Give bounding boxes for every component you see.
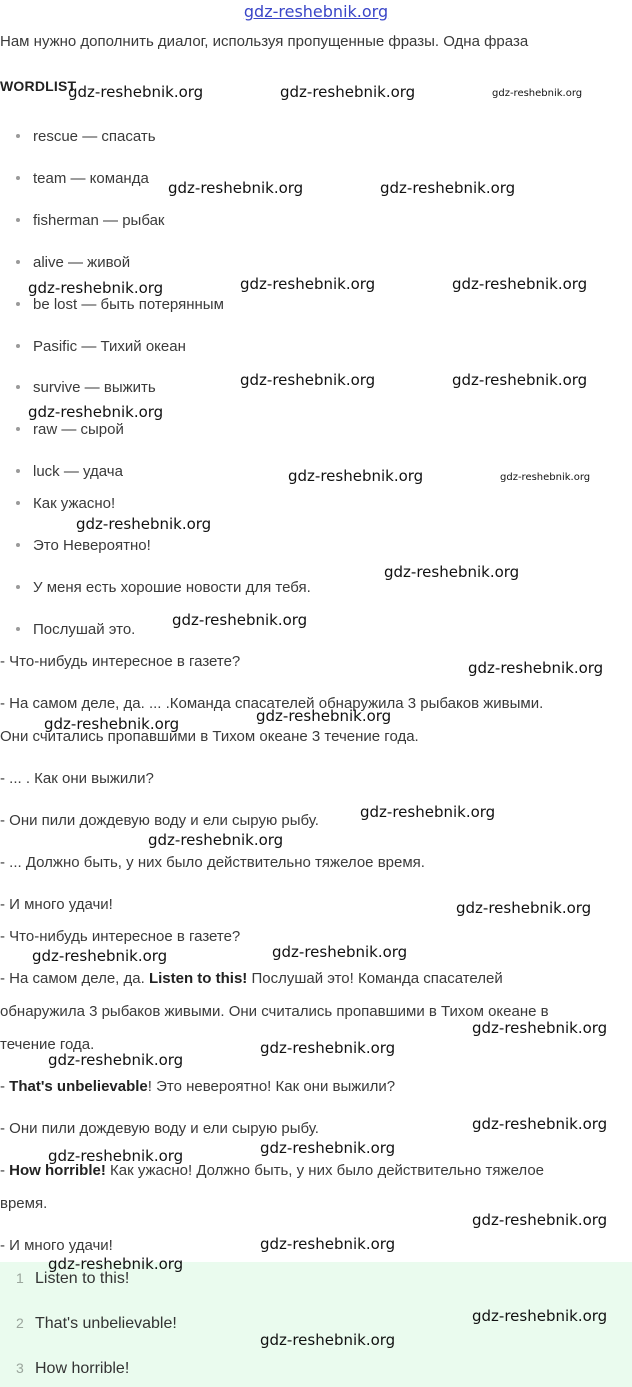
watermark: gdz-reshebnik.org <box>456 899 592 917</box>
dialog-gap-line: - ... . Как они выжили? <box>0 770 154 787</box>
dialog-gap-line: - Они пили дождевую воду и ели сырую рыбу. <box>0 812 319 829</box>
answer-item: 3 How horrible! <box>16 1360 130 1377</box>
wordlist-item: fisherman — рыбак <box>16 212 164 229</box>
watermark: gdz-reshebnik.org <box>48 1255 184 1273</box>
wordlist-item: Pasific — Тихий океан <box>16 338 186 355</box>
dialog-full-line: - На самом деле, да. Listen to this! Послушай это! Команда спасателей <box>0 970 503 987</box>
wordlist-item: rescue — спасать <box>16 128 156 145</box>
watermark: gdz-reshebnik.org <box>260 1139 396 1157</box>
dialog-gap-line: Они считались пропавшими в Тихом океане 3 течение года. <box>0 728 419 745</box>
wordlist-item: raw — сырой <box>16 421 124 438</box>
watermark: gdz-reshebnik.org <box>472 1019 608 1037</box>
wordlist-item: У меня есть хорошие новости для тебя. <box>16 579 311 596</box>
watermark: gdz-reshebnik.org <box>452 275 588 293</box>
watermark: gdz-reshebnik.org <box>280 83 416 101</box>
answer-phrase: Listen to this! <box>148 970 248 987</box>
dialog-gap-line: - На самом деле, да. ... .Команда спасателей обнаружила 3 рыбаков живыми. <box>0 695 544 712</box>
watermark: gdz-reshebnik.org <box>76 515 212 533</box>
dialog-full-line: - That's unbelievable! Это невероятно! Как они выжили? <box>0 1078 396 1095</box>
bullet-icon <box>16 501 20 505</box>
bullet-icon <box>16 627 20 631</box>
dialog-full-line: время. <box>0 1195 48 1212</box>
dialog-gap-line: - И много удачи! <box>0 896 113 913</box>
bullet-icon <box>16 543 20 547</box>
answer-item: 1 Listen to this! <box>16 1270 130 1287</box>
bullet-icon <box>16 427 20 431</box>
watermark: gdz-reshebnik.org <box>452 371 588 389</box>
bullet-icon <box>16 469 20 473</box>
dialog-gap-line: - Что-нибудь интересное в газете? <box>0 653 241 670</box>
wordlist-item: Как ужасно! <box>16 495 115 512</box>
watermark: gdz-reshebnik.org <box>492 88 583 99</box>
watermark: gdz-reshebnik.org <box>472 1115 608 1133</box>
watermark: gdz-reshebnik.org <box>168 179 304 197</box>
watermark: gdz-reshebnik.org <box>256 707 392 725</box>
watermark: gdz-reshebnik.org <box>260 1039 396 1057</box>
dialog-gap-line: - ... Должно быть, у них было действительно тяжелое время. <box>0 854 425 871</box>
wordlist-item: survive — выжить <box>16 379 156 396</box>
wordlist-item: alive — живой <box>16 254 130 271</box>
task-intro: Нам нужно дополнить диалог, используя пропущенные фразы. Одна фраза <box>0 33 529 50</box>
answer-phrase: That's unbelievable <box>9 1078 148 1095</box>
bullet-icon <box>16 302 20 306</box>
dialog-full-line: - Что-нибудь интересное в газете? <box>0 928 241 945</box>
watermark: gdz-reshebnik.org <box>44 715 180 733</box>
watermark: gdz-reshebnik.org <box>472 1211 608 1229</box>
watermark: gdz-reshebnik.org <box>260 1235 396 1253</box>
watermark: gdz-reshebnik.org <box>148 831 284 849</box>
wordlist-item: Послушай это. <box>16 621 135 638</box>
watermark: gdz-reshebnik.org <box>472 1307 608 1325</box>
bullet-icon <box>16 176 20 180</box>
dialog-full-line: - И много удачи! <box>0 1237 113 1254</box>
wordlist-item: be lost — быть потерянным <box>16 296 224 313</box>
bullet-icon <box>16 344 20 348</box>
dialog-full-line: течение года. <box>0 1036 95 1053</box>
watermark: gdz-reshebnik.org <box>468 659 604 677</box>
watermark: gdz-reshebnik.org <box>32 947 168 965</box>
bullet-icon <box>16 585 20 589</box>
watermark: gdz-reshebnik.org <box>500 472 591 483</box>
watermark: gdz-reshebnik.org <box>360 803 496 821</box>
watermark: gdz-reshebnik.org <box>240 275 376 293</box>
dialog-full-line: обнаружила 3 рыбаков живыми. Они считались пропавшими в Тихом океане в <box>0 1003 549 1020</box>
wordlist-item: luck — удача <box>16 463 123 480</box>
bullet-icon <box>16 385 20 389</box>
dialog-full-line: - How horrible! Как ужасно! Должно быть, у них было действительно тяжелое <box>0 1162 545 1179</box>
wordlist-item: team — команда <box>16 170 149 187</box>
watermark: gdz-reshebnik.org <box>68 83 204 101</box>
watermark: gdz-reshebnik.org <box>272 943 408 961</box>
answer-item: 2 That's unbelievable! <box>16 1315 177 1332</box>
bullet-icon <box>16 260 20 264</box>
site-header-link[interactable]: gdz-reshebnik.org <box>243 2 389 21</box>
answer-phrase: How horrible! <box>9 1162 106 1179</box>
wordlist-heading: WORDLIST <box>0 78 77 94</box>
watermark: gdz-reshebnik.org <box>260 1331 396 1349</box>
dialog-full-line: - Они пили дождевую воду и ели сырую рыбу. <box>0 1120 319 1137</box>
watermark: gdz-reshebnik.org <box>380 179 516 197</box>
watermark: gdz-reshebnik.org <box>48 1147 184 1165</box>
watermark: gdz-reshebnik.org <box>48 1051 184 1069</box>
watermark: gdz-reshebnik.org <box>28 403 164 421</box>
watermark: gdz-reshebnik.org <box>240 371 376 389</box>
watermark: gdz-reshebnik.org <box>28 279 164 297</box>
watermark: gdz-reshebnik.org <box>172 611 308 629</box>
bullet-icon <box>16 218 20 222</box>
watermark: gdz-reshebnik.org <box>288 467 424 485</box>
bullet-icon <box>16 134 20 138</box>
wordlist-item: Это Невероятно! <box>16 537 151 554</box>
watermark: gdz-reshebnik.org <box>384 563 520 581</box>
